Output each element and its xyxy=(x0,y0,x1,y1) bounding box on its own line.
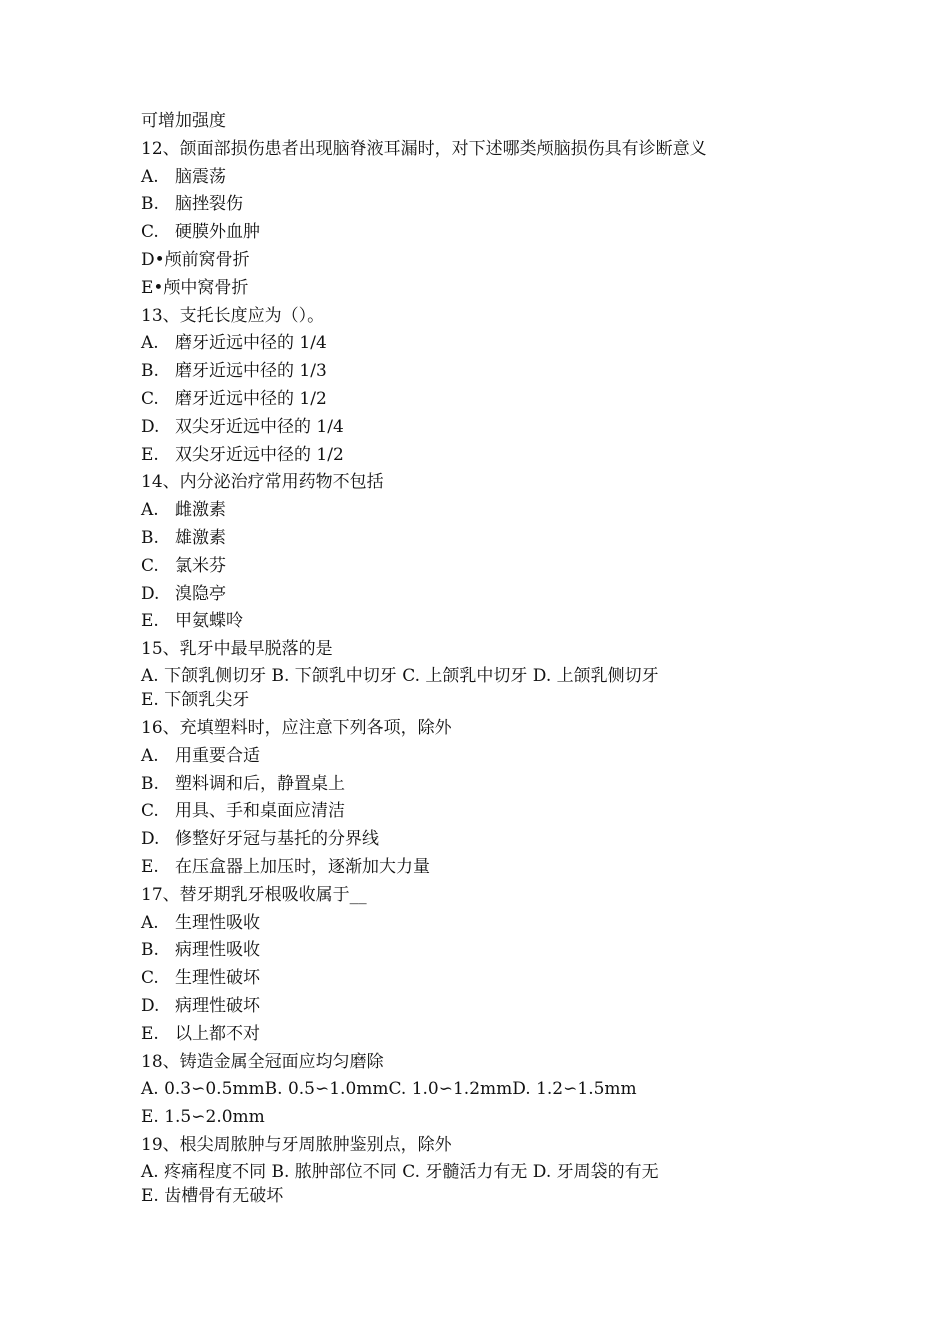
option-letter: D. xyxy=(141,583,160,604)
option-text: 溴隐亭 xyxy=(175,583,226,604)
answer-option xyxy=(141,525,821,553)
answer-option xyxy=(141,581,821,609)
option-letter: D. xyxy=(141,829,160,850)
option-letter: E. xyxy=(141,611,159,632)
answer-option xyxy=(141,965,821,993)
option-letter: C. xyxy=(141,801,159,822)
text-line: 12、颌面部损伤患者出现脑脊液耳漏时，对下述哪类颅脑损伤具有诊断意义 xyxy=(141,138,707,159)
option-text: 硬膜外血肿 xyxy=(175,222,260,243)
option-text: 生理性破坏 xyxy=(175,968,260,989)
text-line: E. 1.5∽2.0mm xyxy=(141,1107,265,1128)
answer-option xyxy=(141,1021,821,1049)
option-letter: A. xyxy=(141,745,159,766)
text-line: A. 0.3∽0.5mmB. 0.5∽1.0mmC. 1.0∽1.2mmD. 1.2∽1.5mm xyxy=(141,1079,637,1100)
answer-option xyxy=(141,164,821,192)
option-letter: D. xyxy=(141,416,160,437)
option-text: 用具、手和桌面应清洁 xyxy=(175,801,345,822)
option-text: 磨牙近远中径的 1/3 xyxy=(175,361,327,382)
answer-option xyxy=(141,771,821,799)
option-text: 修整好牙冠与基托的分界线 xyxy=(175,829,379,850)
text-line: D•颅前窝骨折 xyxy=(141,249,250,270)
inline-options-paragraph: A. 下颌乳侧切牙 B. 下颌乳中切牙 C. 上颌乳中切牙 D. 上颌乳侧切牙 E. 下颌乳尖牙 xyxy=(141,665,659,710)
option-letter: A. xyxy=(141,500,159,521)
option-text: 甲氨蝶呤 xyxy=(175,611,243,632)
option-text: 用重要合适 xyxy=(175,745,260,766)
option-text: 生理性吸收 xyxy=(175,912,260,933)
option-text: 塑料调和后，静置桌上 xyxy=(175,773,345,794)
answer-option xyxy=(141,993,821,1021)
option-letter: B. xyxy=(141,773,159,794)
answer-option xyxy=(141,442,821,470)
answer-option xyxy=(141,798,821,826)
option-letter: E. xyxy=(141,856,159,877)
option-letter: B. xyxy=(141,940,159,961)
answer-option xyxy=(141,937,821,965)
option-text: 雄激素 xyxy=(175,527,226,548)
option-letter: A. xyxy=(141,166,159,187)
answer-option xyxy=(141,330,821,358)
option-text: 雌激素 xyxy=(175,500,226,521)
text-line: 18、铸造金属全冠面应均匀磨除 xyxy=(141,1051,384,1072)
option-letter: D. xyxy=(141,995,160,1016)
text-line: 14、内分泌治疗常用药物不包括 xyxy=(141,472,384,493)
answer-option xyxy=(141,386,821,414)
answer-option xyxy=(141,414,821,442)
answer-option xyxy=(141,854,821,882)
answer-option xyxy=(141,358,821,386)
option-text: 氯米芬 xyxy=(175,555,226,576)
option-letter: C. xyxy=(141,388,159,409)
option-text: 以上都不对 xyxy=(175,1023,260,1044)
text-line: 15、乳牙中最早脱落的是 xyxy=(141,639,333,660)
answer-option xyxy=(141,910,821,938)
option-letter: A. xyxy=(141,333,159,354)
text-line: 13、支托长度应为（）。 xyxy=(141,305,325,326)
answer-option xyxy=(141,497,821,525)
document-page xyxy=(141,108,821,1211)
option-text: 磨牙近远中径的 1/4 xyxy=(175,333,327,354)
option-letter: A. xyxy=(141,912,159,933)
option-text: 双尖牙近远中径的 1/2 xyxy=(175,444,344,465)
answer-option xyxy=(141,743,821,771)
answer-option xyxy=(141,826,821,854)
option-letter: E. xyxy=(141,444,159,465)
text-line: 16、充填塑料时，应注意下列各项，除外 xyxy=(141,717,452,738)
inline-options-paragraph: A. 疼痛程度不同 B. 脓肿部位不同 C. 牙髓活力有无 D. 牙周袋的有无 E. 齿槽骨有无破坏 xyxy=(141,1161,659,1206)
option-letter: C. xyxy=(141,222,159,243)
option-letter: B. xyxy=(141,361,159,382)
option-text: 双尖牙近远中径的 1/4 xyxy=(175,416,344,437)
answer-option xyxy=(141,608,821,636)
option-text: 脑震荡 xyxy=(175,166,226,187)
answer-option xyxy=(141,219,821,247)
option-letter: C. xyxy=(141,968,159,989)
text-line: 可增加强度 xyxy=(141,111,226,131)
text-line: 17、替牙期乳牙根吸收属于__ xyxy=(141,884,367,905)
option-letter: B. xyxy=(141,527,159,548)
answer-option xyxy=(141,553,821,581)
text-line: 19、根尖周脓肿与牙周脓肿鉴别点，除外 xyxy=(141,1134,452,1155)
option-letter: E. xyxy=(141,1023,159,1044)
option-letter: C. xyxy=(141,555,159,576)
option-text: 病理性破坏 xyxy=(175,995,260,1016)
option-text: 在压盒器上加压时，逐渐加大力量 xyxy=(175,856,430,877)
text-line: E•颅中窝骨折 xyxy=(141,277,249,298)
answer-option xyxy=(141,191,821,219)
option-text: 脑挫裂伤 xyxy=(175,194,243,215)
option-text: 磨牙近远中径的 1/2 xyxy=(175,388,327,409)
option-text: 病理性吸收 xyxy=(175,940,260,961)
option-letter: B. xyxy=(141,194,159,215)
